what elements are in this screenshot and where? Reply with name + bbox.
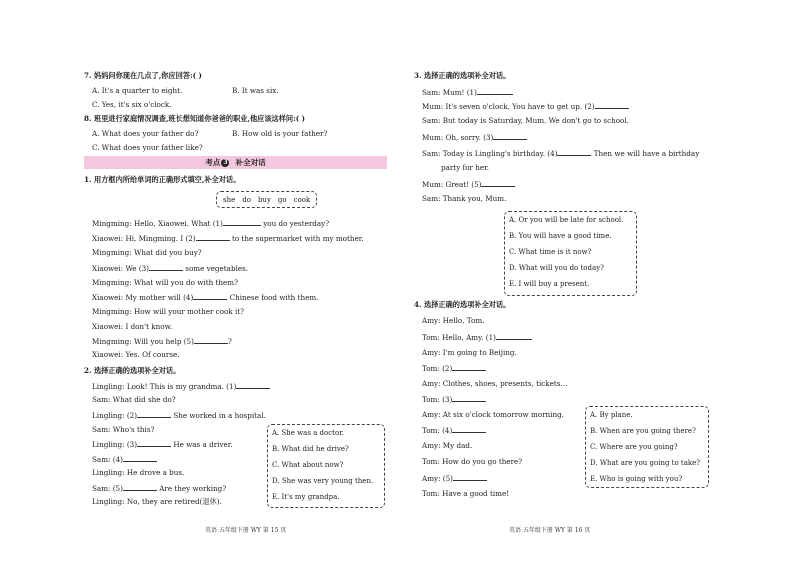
q8-option-c: C. What does your father like? — [92, 143, 203, 152]
answer-blank[interactable] — [557, 148, 591, 156]
ex2-option-a: A. She was a doctor. — [272, 429, 345, 437]
ex4-line: Amy: My dad. — [422, 441, 473, 450]
ex1-word-box — [216, 191, 317, 208]
ex4-instruction: 4. 选择正确的选项补全对话。 — [414, 300, 511, 309]
answer-blank[interactable] — [496, 332, 532, 340]
ex2-line: Lingling: He drove a bus. — [92, 468, 185, 477]
ex2-instruction: 2. 选择正确的选项补全对话。 — [84, 366, 181, 375]
ex4-line: Tom: (2) — [422, 363, 486, 373]
ex4-option-e: E. Who is going with you? — [590, 475, 683, 483]
ex2-option-d: D. She was very young then. — [272, 477, 374, 485]
ex1-line: Xiaowei: Yes. Of course. — [92, 350, 180, 359]
section-title: 补全对话 — [235, 158, 266, 167]
ex3-instruction: 3. 选择正确的选项补全对话。 — [414, 71, 511, 80]
ex2-line: Lingling: Look! This is my grandma. (1) — [92, 381, 270, 391]
ex3-option-e: E. I will buy a present. — [509, 280, 590, 288]
ex4-line: Tom: (4) — [422, 425, 486, 435]
ex2-options-box — [267, 424, 385, 508]
ex3-line: Sam: Today is Lingling's birthday. (4) Then we will have a birthday — [422, 149, 700, 158]
ex2-line: Lingling: (2) She worked in a hospital. — [92, 411, 266, 420]
ex2-line: Sam: What did she do? — [92, 395, 176, 404]
ex1-line: Mingming: How will your mother cook it? — [92, 307, 245, 316]
ex1-line: Mingming: What will you do with them? — [92, 278, 238, 287]
answer-blank[interactable] — [149, 263, 183, 271]
word-buy: buy — [257, 195, 271, 204]
ex1-line: Xiaowei: I don't know. — [92, 322, 173, 331]
ex1-line: Mingming: What did you buy? — [92, 248, 202, 257]
answer-blank[interactable] — [223, 218, 261, 226]
answer-blank[interactable] — [453, 473, 487, 481]
answer-blank[interactable] — [123, 483, 157, 491]
answer-blank[interactable] — [196, 233, 230, 241]
ex1-line: Xiaowei: My mother will (4) Chinese food with them. — [92, 293, 319, 302]
ex4-line: Tom: How do you go there? — [422, 457, 523, 466]
ex4-line: Tom: Have a good time! — [422, 489, 510, 498]
ex3-line: Mum: Great! (5) — [422, 179, 515, 189]
word-go: go — [277, 195, 287, 204]
ex3-line: Mum: Oh, sorry. (3) — [422, 132, 527, 142]
ex2-line: Lingling: (3) He was a driver. — [92, 440, 233, 449]
answer-blank[interactable] — [137, 439, 171, 447]
page-footer: 英语 五年级下册 WY 第 16 页 — [509, 527, 591, 534]
ex4-line: Tom: (3) — [422, 394, 486, 404]
ex2-line: Sam: (5) Are they working? — [92, 484, 227, 493]
answer-blank[interactable] — [123, 454, 157, 462]
section-number-badge: 3 — [223, 158, 228, 166]
ex3-line: party for her. — [441, 163, 490, 172]
answer-blank[interactable] — [595, 101, 629, 109]
answer-blank[interactable] — [452, 425, 486, 433]
ex4-option-b: B. When are you going there? — [590, 427, 696, 435]
ex3-line: Sam: Mum! (1) — [422, 87, 513, 97]
ex1-instruction: 1. 用方框内所给单词的正确形式填空,补全对话。 — [84, 175, 241, 184]
answer-blank[interactable] — [493, 132, 527, 140]
q7-question: 7. 妈妈问你现在几点了,你应回答:( ) — [84, 71, 202, 80]
ex1-line: Xiaowei: Hi, Mingming. I (2) to the supermarket with my mother. — [92, 234, 364, 243]
q7-option-a: A. It's a quarter to eight. — [92, 86, 183, 95]
answer-blank[interactable] — [477, 87, 513, 95]
answer-blank[interactable] — [194, 336, 228, 344]
answer-blank[interactable] — [481, 179, 515, 187]
q8-option-a: A. What does your father do? — [92, 129, 199, 138]
ex2-option-e: E. It's my grandpa. — [272, 493, 340, 501]
ex4-line: Tom: Hello, Amy. (1) — [422, 332, 532, 342]
q7-option-c: C. Yes, it's six o'clock. — [92, 100, 172, 109]
ex2-option-c: C. What about now? — [272, 461, 344, 469]
q8-question: 8. 班里进行家庭情况调查,班长想知道你爸爸的职业,他应该这样问:( ) — [84, 114, 306, 123]
word-cook: cook — [293, 195, 311, 204]
ex3-option-d: D. What will you do today? — [509, 264, 604, 272]
answer-blank[interactable] — [137, 410, 171, 418]
ex4-options-box — [585, 406, 709, 488]
ex1-line: Mingming: Will you help (5) ? — [92, 337, 232, 346]
ex2-line: Lingling: No, they are retired(退休). — [92, 497, 222, 506]
ex4-line: Amy: (5) — [422, 473, 487, 483]
word-do: do — [242, 195, 251, 204]
answer-blank[interactable] — [452, 394, 486, 402]
ex3-option-b: B. You will have a good time. — [509, 232, 612, 240]
ex3-line: Sam: But today is Saturday, Mum. We don't go to school. — [422, 116, 629, 125]
section-prefix: 考点 — [205, 158, 221, 167]
ex3-line: Mum: It's seven o'clock. You have to get up. (2) — [422, 101, 629, 111]
answer-blank[interactable] — [193, 292, 227, 300]
ex4-line: Amy: Hello, Tom. — [422, 316, 485, 325]
answer-blank[interactable] — [452, 363, 486, 371]
section-header — [84, 156, 387, 169]
ex3-option-c: C. What time is it now? — [509, 248, 592, 256]
ex4-line: Amy: Clothes, shoes, presents, tickets... — [422, 379, 568, 388]
ex4-option-c: C. Where are you going? — [590, 443, 678, 451]
ex4-line: Amy: I'm going to Beijing. — [422, 348, 517, 357]
word-she: she — [223, 195, 236, 204]
ex2-line: Sam: Who's this? — [92, 425, 155, 434]
page-footer: 英语 五年级下册 WY 第 15 页 — [205, 527, 287, 534]
ex4-line: Amy: At six o'clock tomorrow morning. — [422, 410, 564, 419]
right-page — [397, 0, 794, 561]
ex3-line: Sam: Thank you, Mum. — [422, 194, 507, 203]
ex1-line: Mingming: Hello, Xiaowei. What (1) you do yesterday? — [92, 219, 330, 228]
ex3-options-box — [504, 211, 637, 296]
q8-option-b: B. How old is your father? — [232, 129, 328, 138]
ex1-line: Xiaowei: We (3) some vegetables. — [92, 264, 249, 273]
answer-blank[interactable] — [236, 381, 270, 389]
ex2-line: Sam: (4) — [92, 454, 157, 464]
ex2-option-b: B. What did he drive? — [272, 445, 349, 453]
ex4-option-d: D. What are you going to take? — [590, 459, 701, 467]
q7-option-b: B. It was six. — [232, 86, 279, 95]
ex4-option-a: A. By plane. — [590, 411, 633, 419]
ex3-option-a: A. Or you will be late for school. — [509, 216, 624, 224]
